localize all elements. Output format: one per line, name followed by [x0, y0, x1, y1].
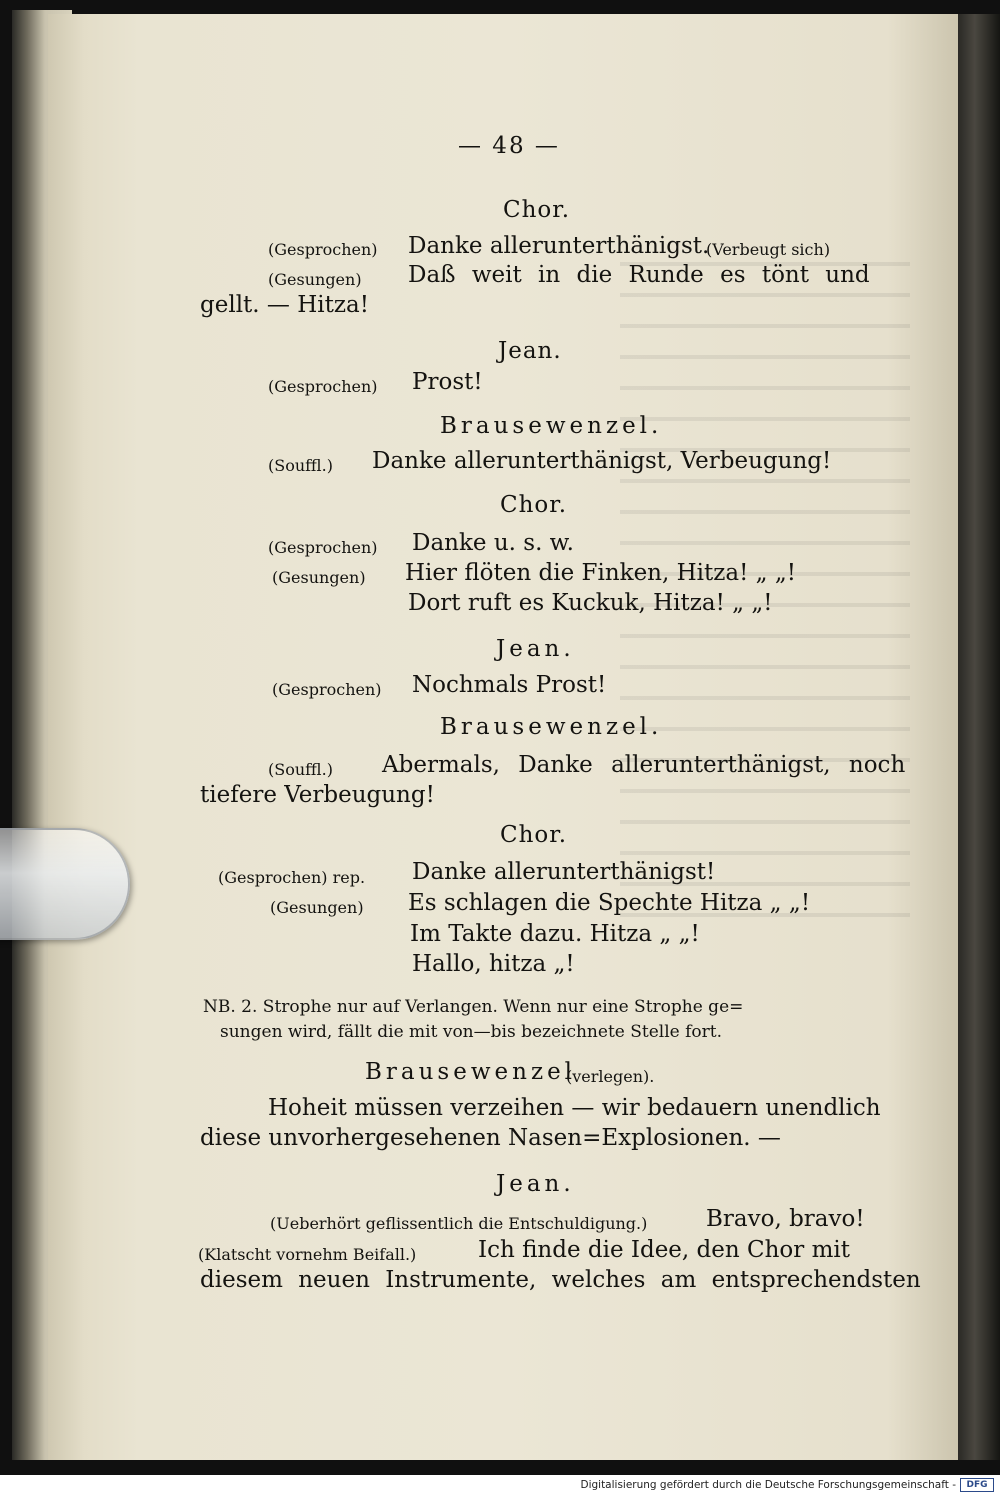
speaker-heading-jean: Jean.	[498, 338, 562, 364]
stage-direction: (Souffl.)	[268, 456, 333, 475]
speaker-heading-brausewenzel: Brausewenzel.	[440, 413, 663, 439]
song-line: Hallo, hitza „!	[412, 951, 575, 977]
page-clip	[0, 828, 130, 940]
dialogue-line: Danke allerunterthänigst!	[412, 859, 716, 885]
dialogue-line: tiefere Verbeugung!	[200, 782, 435, 808]
stage-direction: (Verbeugt sich)	[706, 240, 831, 259]
dialogue-line: Abermals, Danke allerunterthänigst, noch	[382, 752, 906, 778]
stage-direction: (Klatscht vornehm Beifall.)	[198, 1245, 417, 1264]
dialogue-line: Bravo, bravo!	[706, 1206, 865, 1232]
speaker-heading-brausewenzel: Brausewenzel	[365, 1059, 577, 1085]
stage-direction: (Gesprochen)	[268, 240, 378, 259]
stage-direction: (Gesungen)	[270, 898, 364, 917]
dialogue-line: Ich finde die Idee, den Chor mit	[478, 1237, 850, 1263]
dfg-logo-icon: DFG	[960, 1478, 994, 1492]
dialogue-line: Prost!	[412, 369, 483, 395]
speaker-heading-brausewenzel: Brausewenzel.	[440, 714, 663, 740]
speaker-heading-jean: Jean.	[496, 1171, 575, 1197]
stage-direction: (Gesprochen)	[268, 377, 378, 396]
speaker-heading-chor: Chor.	[500, 822, 568, 848]
dialogue-line: Danke allerunterthänigst, Verbeugung!	[372, 448, 832, 474]
funding-credit: Digitalisierung gefördert durch die Deutsche Forschungsgemeinschaft -	[580, 1479, 956, 1491]
stage-direction: (Ueberhört geflissentlich die Entschuldigung.)	[270, 1214, 648, 1233]
song-line: Hier flöten die Finken, Hitza! „ „!	[405, 560, 797, 586]
stage-direction: (Gesungen)	[268, 270, 362, 289]
dialogue-line: diese unvorhergesehenen Nasen=Explosionen. —	[200, 1125, 781, 1151]
footer-bar	[0, 1475, 1000, 1495]
book-gutter-shadow	[958, 14, 1000, 1460]
speaker-heading-chor: Chor.	[503, 197, 571, 223]
dialogue-line: gellt. — Hitza!	[200, 292, 369, 318]
stage-direction: (Gesungen)	[272, 568, 366, 587]
stage-direction: (Gesprochen) rep.	[218, 868, 366, 887]
dialogue-line: Nochmals Prost!	[412, 672, 607, 698]
stage-direction: (verlegen).	[566, 1067, 655, 1086]
stage-direction: (Gesprochen)	[272, 680, 382, 699]
speaker-heading-chor: Chor.	[500, 492, 568, 518]
dialogue-line: diesem neuen Instrumente, welches am entsprechendsten	[200, 1267, 921, 1293]
song-line: Es schlagen die Spechte Hitza „ „!	[408, 890, 811, 916]
nota-bene-note: NB. 2. Strophe nur auf Verlangen. Wenn nur eine Strophe ge=	[203, 997, 744, 1017]
page-number: — 48 —	[458, 133, 560, 159]
dialogue-line: Daß weit in die Runde es tönt und	[408, 262, 870, 288]
song-line: Dort ruft es Kuckuk, Hitza! „ „!	[408, 590, 773, 616]
dialogue-line: Hoheit müssen verzeihen — wir bedauern unendlich	[268, 1095, 881, 1121]
stage-direction: (Souffl.)	[268, 760, 333, 779]
song-line: Im Takte dazu. Hitza „ „!	[410, 921, 700, 947]
speaker-heading-jean: Jean.	[496, 636, 575, 662]
dialogue-line: Danke u. s. w.	[412, 530, 574, 556]
nota-bene-note: sungen wird, fällt die mit von—bis bezeichnete Stelle fort.	[220, 1022, 723, 1042]
dialogue-line: Danke allerunterthänigst.	[408, 233, 710, 259]
stage-direction: (Gesprochen)	[268, 538, 378, 557]
